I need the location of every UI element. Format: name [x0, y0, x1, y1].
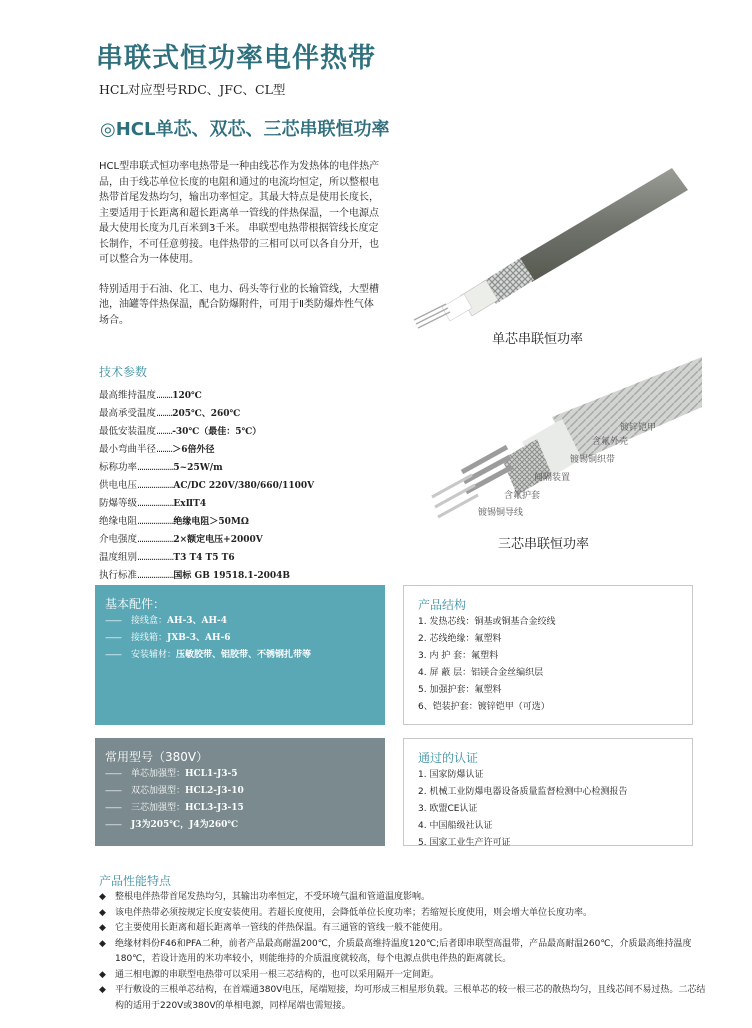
- cable-label-jacket: 含氟护套: [504, 491, 541, 501]
- feature-item: [99, 890, 709, 906]
- spec-row: [99, 459, 389, 477]
- spec-row: [99, 387, 389, 405]
- spec-label: 最高承受温度: [99, 408, 157, 419]
- single-core-caption: 单芯串联恒功率: [492, 332, 584, 347]
- fittings-item: [105, 630, 311, 647]
- spec-value: 2×额定电压+2000V: [173, 535, 263, 545]
- spec-value: AC/DC 220V/380/660/1100V: [173, 481, 315, 491]
- spec-dots: ........: [156, 390, 173, 401]
- spec-label: 绝缘电阻: [99, 516, 138, 527]
- feature-text: 绝缘材料份F46和PFA二种，前者产品最高耐温200℃，介质最高维持温度120℃;后者即串联型高温带，产品最高耐温260℃，介质最高维持温度180℃，若设计选用的米功率较小，则能维持的介质温度就较高，每个电源点供电伴热的距离就长。: [115, 938, 692, 964]
- models-item-value: HCL3-J3-15: [185, 803, 244, 813]
- cable-label-braid: 镀锡铜织带: [570, 455, 616, 465]
- intro-text: [99, 159, 381, 342]
- fittings-item-label: 接线箱：: [131, 633, 168, 643]
- structure-box: [403, 585, 693, 725]
- models-title: 常用型号（380V）: [105, 750, 209, 764]
- spec-dots: ..................: [137, 552, 174, 563]
- spec-label: 最低安装温度: [99, 426, 157, 437]
- cable-label-outer-sheath: 含氟外壳: [592, 437, 629, 447]
- single-core-cable-image: [402, 150, 702, 350]
- feature-text: 平行敷设的三根单芯结构，在首端通380V电压，尾端短接，均可形成三相星形负载。三根单芯的较一根三芯的散热均匀，且线芯间不易过热。二芯结构的适用于220V或380V的单相电源，同样尾端也需短接。: [115, 985, 706, 1011]
- three-core-caption: 三芯串联恒功率: [498, 537, 590, 552]
- spec-value: 5~25W/m: [173, 463, 223, 473]
- models-box: [95, 738, 385, 846]
- spec-label: 最小弯曲半径: [99, 444, 157, 455]
- spec-value: ExⅡT4: [173, 499, 207, 509]
- spec-row: [99, 495, 389, 513]
- models-item-label: 三芯加强型：: [131, 803, 186, 813]
- spec-label: 最高维持温度: [99, 390, 157, 401]
- page-title: 串联式恒功率电伴热带: [96, 43, 376, 74]
- models-item: [105, 817, 244, 834]
- feature-item: [99, 921, 709, 937]
- feature-item: [99, 983, 709, 1014]
- models-item: [105, 800, 244, 817]
- models-item: [105, 766, 244, 783]
- models-item-value: J3为205℃，J4为260℃: [131, 820, 239, 830]
- features-list: [99, 890, 709, 1014]
- spec-label: 标称功率: [99, 462, 138, 473]
- models-item-value: HCL1-J3-5: [185, 769, 238, 779]
- feature-text: 该电伴热带必须按规定长度安装使用。若超长度使用，会降低单位长度功率；若缩短长度使用，则会增大单位长度功率。: [115, 907, 593, 918]
- fittings-item-value: 压敏胶带、铝胶带、不锈钢扎带等: [176, 650, 312, 660]
- certifications-title: 通过的认证: [418, 751, 479, 765]
- spec-value: 绝缘电阻＞50MΩ: [173, 517, 249, 527]
- bullet-icon: ◆: [99, 892, 106, 902]
- spec-label: 执行标准: [99, 570, 138, 581]
- subtitle: HCL对应型号RDC、JFC、CL型: [99, 82, 286, 97]
- structure-item: 1. 发热芯线：铜基或铜基合金绞线: [418, 617, 556, 627]
- models-item-label: 双芯加强型：: [131, 786, 186, 796]
- models-item-label: 单芯加强型：: [131, 769, 186, 779]
- spec-label: 防爆等级: [99, 498, 138, 509]
- bullet-icon: ◆: [99, 969, 106, 980]
- spec-row: [99, 441, 389, 459]
- spec-row: [99, 405, 389, 423]
- fittings-item-value: JXB-3、AH-6: [167, 633, 231, 643]
- models-item: [105, 783, 244, 800]
- spec-row: [99, 549, 389, 567]
- structure-item: 6、铠装护套：镀锌铠甲（可选）: [418, 702, 550, 712]
- cable-label-armor: 镀锌铠甲: [620, 423, 657, 433]
- structure-item: 4. 屏 蔽 层：铝镁合金丝编织层: [418, 668, 544, 678]
- spec-label: 供电电压: [99, 480, 138, 491]
- structure-list: [418, 614, 555, 716]
- certifications-box: [403, 738, 693, 846]
- spec-value: ＞6倍外径: [172, 445, 215, 455]
- fittings-box: [95, 585, 385, 725]
- spec-dots: ........: [156, 426, 173, 437]
- feature-item: [99, 937, 709, 968]
- cable-label-spacer: 间隔装置: [534, 473, 571, 483]
- structure-item: 5. 加强护套：氟塑料: [418, 685, 502, 695]
- spec-dots: ........: [156, 408, 173, 419]
- spec-value: -30℃（最佳：5℃）: [172, 427, 262, 437]
- spec-value: 120℃: [172, 391, 202, 401]
- intro-paragraph-1: HCL型串联式恒功率电热带是一种由线芯作为发热体的电伴热产品，由于线芯单位长度的电阻和通过的电流均恒定，所以整根电热带首尾发热均匀，输出功率恒定。其最大特点是使用长度长，主要适用于长距离和超长距离单一管线的伴热保温，一个电源点最大使用长度为几百米到3千米。 串联型电热带根据管线长度定长制作，不可任意剪接。电伴热带的三相可以可以各自分开，也可以整合为一体使用。: [99, 161, 380, 265]
- fittings-list: [105, 613, 311, 664]
- spec-row: [99, 423, 389, 441]
- dash-mark: ——: [105, 650, 121, 660]
- cable-label-conductor: 镀锡铜导线: [478, 508, 524, 518]
- spec-row: [99, 567, 389, 585]
- spec-dots: ..................: [137, 516, 174, 527]
- spec-label: 介电强度: [99, 534, 138, 545]
- intro-paragraph-2: 特别适用于石油、化工、电力、码头等行业的长输管线，大型槽池，油罐等伴热保温，配合防爆附件，可用于Ⅱ类防爆炸性气体场合。: [99, 283, 379, 326]
- feature-text: 通三相电源的串联型电热带可以采用一根三芯结构的，也可以采用隔开一定间距。: [115, 969, 440, 980]
- spec-dots: ..................: [137, 480, 174, 491]
- feature-text: 整根电伴热带首尾发热均匀，其输出功率恒定，不受环境气温和管道温度影响。: [115, 892, 431, 902]
- certifications-item: 1. 国家防爆认证: [418, 770, 484, 780]
- spec-dots: ..................: [137, 498, 174, 509]
- spec-dots: ..................: [137, 570, 174, 581]
- dash-mark: ——: [105, 633, 121, 643]
- feature-item: [99, 968, 709, 984]
- certifications-item: 2. 机械工业防爆电器设备质量监督检测中心检测报告: [418, 787, 628, 797]
- bullet-icon: ◆: [99, 938, 106, 949]
- dash-mark: ——: [105, 786, 121, 796]
- dash-mark: ——: [105, 803, 121, 813]
- spec-dots: ........: [156, 444, 173, 455]
- dash-mark: ——: [105, 769, 121, 779]
- bullet-icon: ◆: [99, 907, 106, 918]
- spec-row: [99, 513, 389, 531]
- spec-value: T3 T4 T5 T6: [173, 553, 235, 563]
- spec-dots: ..................: [137, 462, 174, 473]
- spec-value: 205℃、260℃: [172, 409, 241, 419]
- models-list: [105, 766, 244, 834]
- structure-title: 产品结构: [418, 598, 467, 612]
- bullet-icon: ◆: [99, 985, 106, 995]
- fittings-item: [105, 647, 311, 664]
- spec-value: 国标 GB 19518.1-2004B: [173, 571, 291, 581]
- spec-row: [99, 477, 389, 495]
- structure-item: 2. 芯线绝缘：氟塑料: [418, 634, 502, 644]
- spec-label: 温度组别: [99, 552, 138, 563]
- dash-mark: ——: [105, 616, 121, 626]
- fittings-item-label: 安装辅材：: [131, 650, 177, 660]
- certifications-item: 3. 欧盟CE认证: [418, 804, 478, 814]
- section-title: ◎HCL单芯、双芯、三芯串联恒功率: [100, 119, 390, 140]
- models-item-value: HCL2-J3-10: [185, 786, 244, 796]
- feature-text: 它主要使用长距离和超长距离单一管线的伴热保温。有三通管的管线一般不能使用。: [115, 923, 449, 933]
- certifications-item: 5. 国家工业生产许可证: [418, 838, 511, 848]
- dash-mark: ——: [105, 820, 121, 830]
- certifications-list: [418, 767, 627, 852]
- three-core-cable-image: [402, 347, 702, 557]
- tech-params-title: 技术参数: [99, 365, 148, 379]
- fittings-item: [105, 613, 311, 630]
- fittings-item-value: AH-3、AH-4: [167, 616, 227, 626]
- spec-list: [99, 387, 389, 585]
- spec-dots: ..................: [137, 534, 174, 545]
- bullet-icon: ◆: [99, 923, 106, 933]
- features-title: 产品性能特点: [99, 874, 172, 888]
- fittings-item-label: 接线盒：: [131, 616, 168, 626]
- certifications-item: 4. 中国船级社认证: [418, 821, 493, 831]
- spec-row: [99, 531, 389, 549]
- fittings-title: 基本配件：: [105, 597, 166, 611]
- structure-item: 3. 内 护 套：氟塑料: [418, 651, 499, 661]
- feature-item: [99, 906, 709, 922]
